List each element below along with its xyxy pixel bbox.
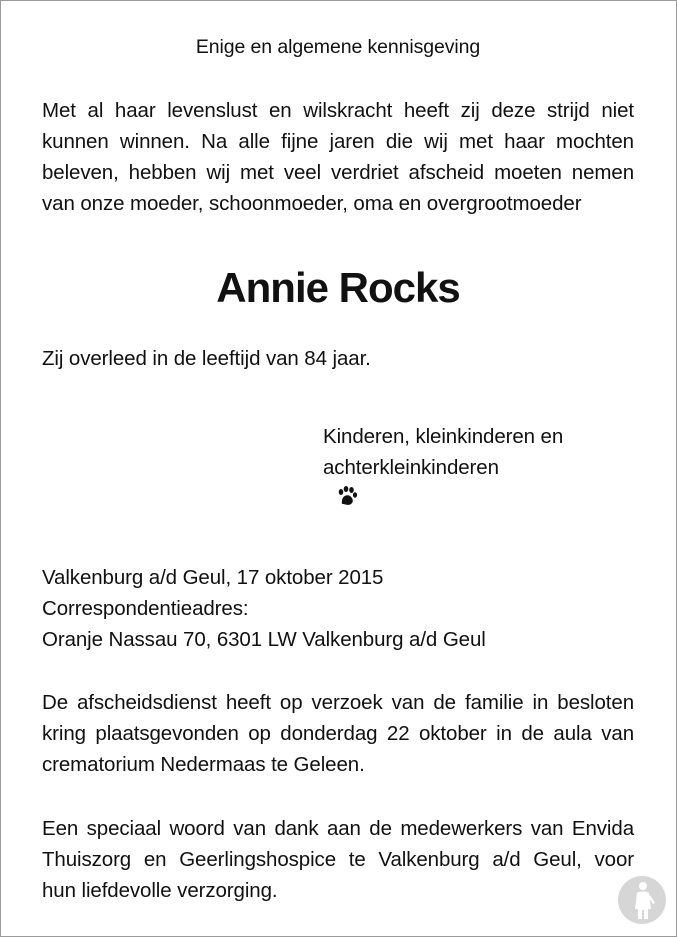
correspondence-address: Oranje Nassau 70, 6301 LW Valkenburg a/d Geul xyxy=(42,628,486,651)
service-line: De afscheidsdienst heeft op verzoek van de familie in besloten xyxy=(42,691,634,714)
service-line: kring plaatsgevonden op donderdag 22 oktober in de aula van xyxy=(42,722,634,745)
age-statement: Zij overleed in de leeftijd van 84 jaar. xyxy=(42,347,371,370)
intro-line: kunnen winnen. Na alle fijne jaren die wij met haar mochten xyxy=(42,130,634,153)
deceased-name: Annie Rocks xyxy=(216,264,460,311)
paw-print-icon xyxy=(336,485,358,507)
location-block xyxy=(42,562,486,655)
memorial-figure-icon xyxy=(617,875,667,925)
thanks-line: Thuiszorg en Geerlingshospice te Valkenburg a/d Geul, voor xyxy=(42,848,634,871)
intro-paragraph xyxy=(42,95,634,219)
intro-line: Met al haar levenslust en wilskracht heeft zij deze strijd niet xyxy=(42,99,634,122)
thanks-paragraph xyxy=(42,813,634,906)
signature-line: achterkleinkinderen xyxy=(323,456,499,479)
thanks-line: Een speciaal woord van dank aan de medewerkers van Envida xyxy=(42,817,634,840)
thanks-line: hun liefdevolle verzorging. xyxy=(42,879,278,902)
service-paragraph xyxy=(42,687,634,780)
signature-block xyxy=(323,421,623,483)
correspondence-label: Correspondentieadres: xyxy=(42,597,249,620)
signature-line: Kinderen, kleinkinderen en xyxy=(323,425,564,448)
place-date: Valkenburg a/d Geul, 17 oktober 2015 xyxy=(42,566,384,589)
notice-header: Enige en algemene kennisgeving xyxy=(195,36,481,58)
service-line: crematorium Nedermaas te Geleen. xyxy=(42,753,365,776)
intro-line: beleven, hebben wij met veel verdriet afscheid moeten nemen xyxy=(42,161,634,184)
intro-line: van onze moeder, schoonmoeder, oma en overgrootmoeder xyxy=(42,192,582,215)
